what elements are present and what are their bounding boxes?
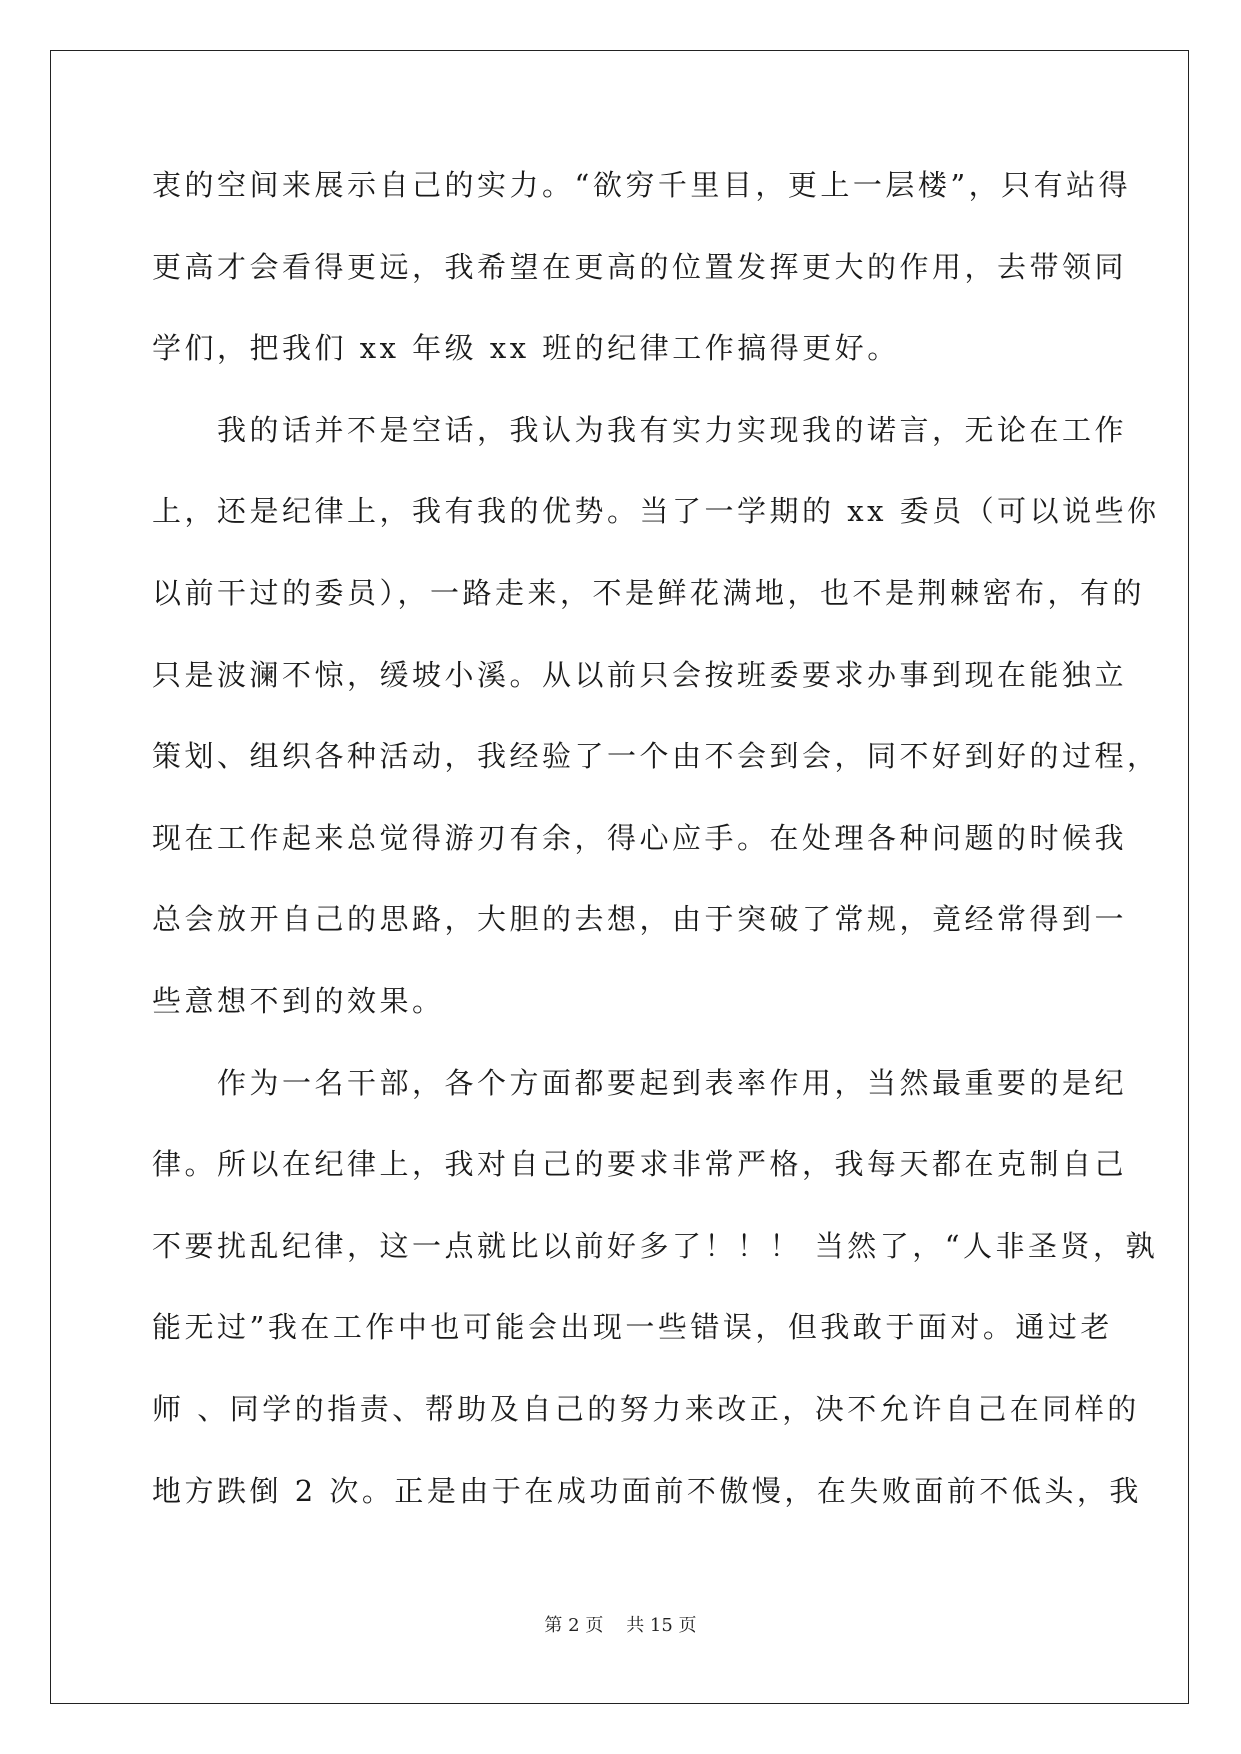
- text-line: 能无过”我在工作中也可能会出现一些错误，但我敢于面对。通过老: [152, 1310, 1113, 1345]
- page-number: 第 2 页 共 15 页: [544, 1615, 697, 1636]
- text-line: 策划、组织各种活动，我经验了一个由不会到会，同不好到好的过程，: [152, 739, 1160, 774]
- text-line: 师 、同学的指责、帮助及自己的努力来改正，决不允许自己在同样的: [152, 1391, 1140, 1426]
- text-line: 我的话并不是空话，我认为我有实力实现我的诺言，无论在工作: [152, 412, 1128, 447]
- text-line: 些意想不到的效果。: [152, 983, 445, 1018]
- text-line: 地方跌倒 2 次。正是由于在成功面前不傲慢，在失败面前不低头，我: [152, 1473, 1142, 1508]
- text-line: 作为一名干部，各个方面都要起到表率作用，当然最重要的是纪: [152, 1065, 1128, 1100]
- document-body: [152, 160, 1160, 1547]
- text-line: 以前干过的委员），一路走来，不是鲜花满地，也不是荆棘密布，有的: [152, 575, 1146, 610]
- text-line: 现在工作起来总觉得游刃有余，得心应手。在处理各种问题的时候我: [152, 820, 1128, 855]
- text-line: 总会放开自己的思路，大胆的去想，由于突破了常规，竟经常得到一: [152, 902, 1128, 937]
- text-line: 律。所以在纪律上，我对自己的要求非常严格，我每天都在克制自己: [152, 1147, 1128, 1182]
- text-line: 更高才会看得更远，我希望在更高的位置发挥更大的作用，去带领同: [152, 249, 1128, 284]
- text-line: 只是波澜不惊，缓坡小溪。从以前只会按班委要求办事到现在能独立: [152, 657, 1128, 692]
- text-line: 衷的空间来展示自己的实力。“欲穷千里目，更上一层楼”，只有站得: [152, 168, 1132, 202]
- text-line: 学们，把我们 xx 年级 xx 班的纪律工作搞得更好。: [152, 331, 900, 366]
- text-line: 上，还是纪律上，我有我的优势。当了一学期的 xx 委员（可以说些你: [152, 494, 1160, 529]
- text-line: 不要扰乱纪律，这一点就比以前好多了！！！ 当然了，“人非圣贤，孰: [152, 1228, 1159, 1263]
